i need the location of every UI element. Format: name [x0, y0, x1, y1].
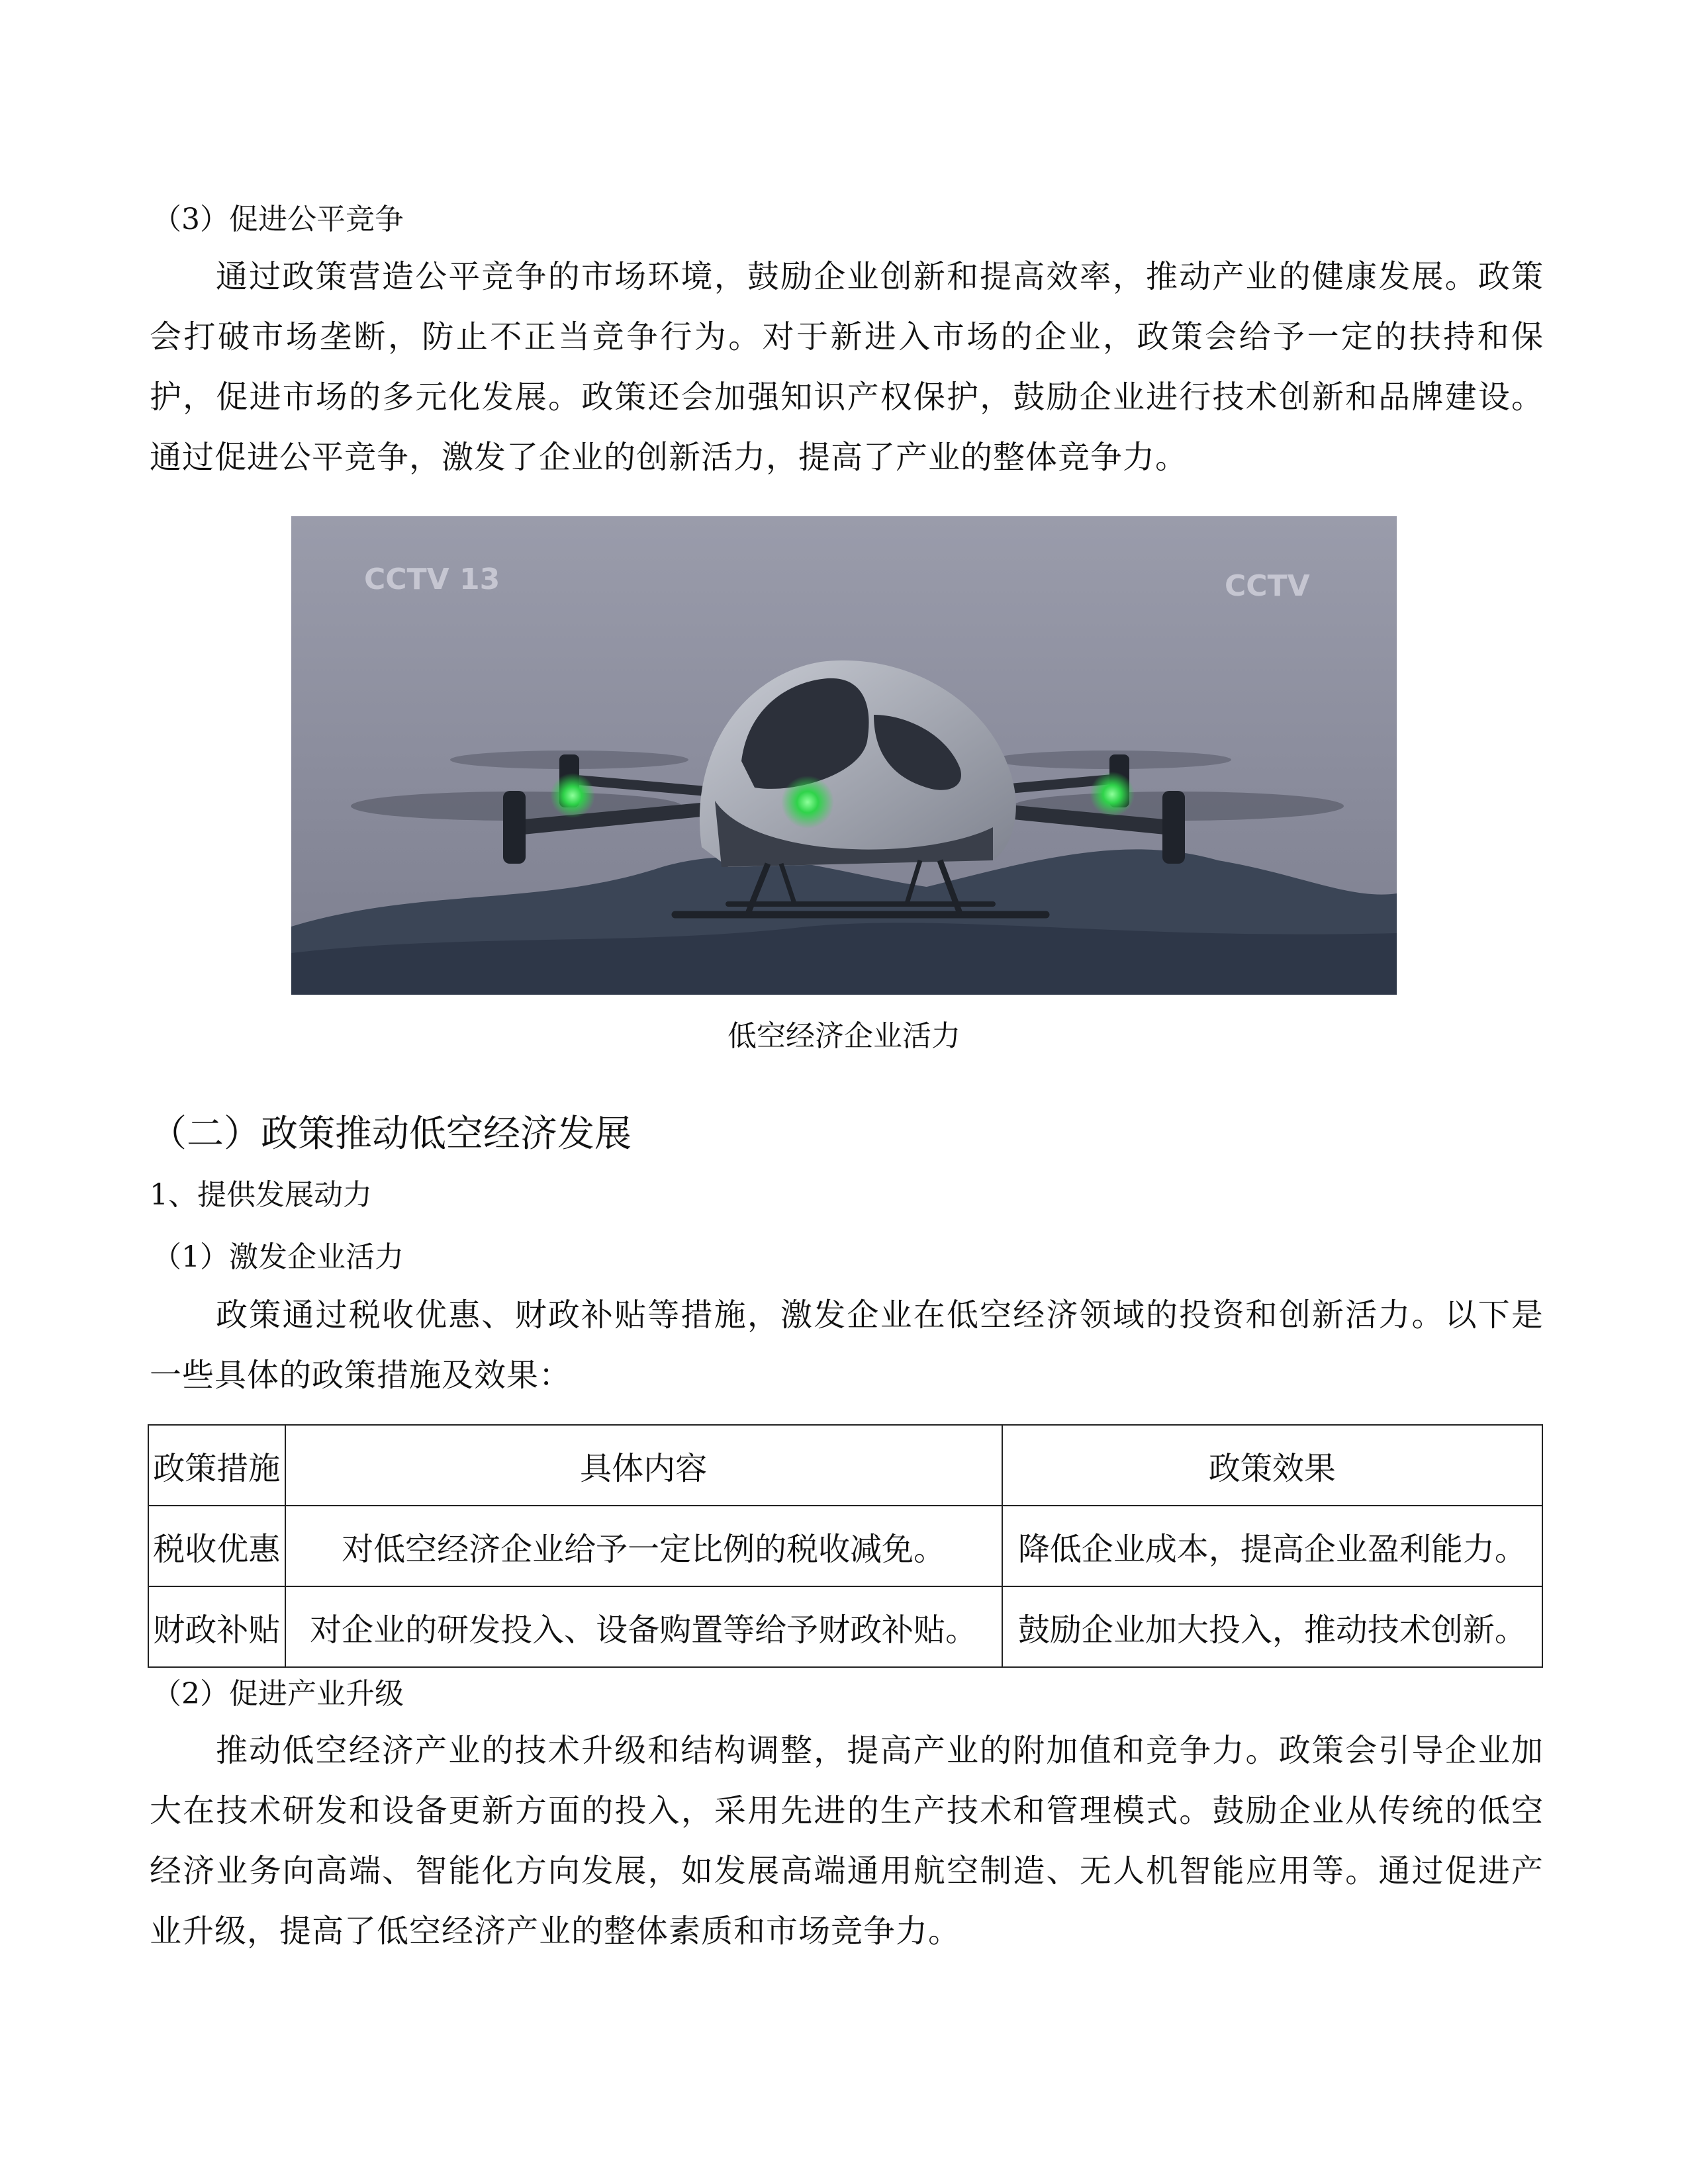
table-header-cell: 具体内容: [285, 1425, 1002, 1506]
drone-photo: [291, 516, 1397, 995]
table-row: [148, 1586, 1542, 1667]
table-header-cell: 政策效果: [1002, 1425, 1542, 1506]
figure-caption: 低空经济企业活力: [727, 1019, 961, 1053]
table-cell: 降低企业成本，提高企业盈利能力。: [1002, 1506, 1542, 1586]
table-cell: 对企业的研发投入、设备购置等给予财政补贴。: [285, 1586, 1002, 1667]
section-heading-fair-competition: （3）促进公平竞争: [152, 203, 404, 236]
table-cell: 税收优惠: [148, 1506, 285, 1586]
item-heading-enterprise-vitality: （1）激发企业活力: [152, 1240, 404, 1274]
table-cell: 对低空经济企业给予一定比例的税收减免。: [285, 1506, 1002, 1586]
subsection-title: 1、提供发展动力: [150, 1178, 372, 1212]
paragraph-fair-competition: 通过政策营造公平竞争的市场环境，鼓励企业创新和提高效率，推动产业的健康发展。政策会打破市场垄断，防止不正当竞争行为。对于新进入市场的企业，政策会给予一定的扶持和保护，促进市场的多元化发展。政策还会加强知识产权保护，鼓励企业进行技术创新和品牌建设。通过促进公平竞争，激发了企业的创新活力，提高了产业的整体竞争力。: [150, 258, 1544, 476]
section-title: （二）政策推动低空经济发展: [150, 1113, 632, 1156]
tv-logo-left: [364, 563, 500, 596]
table-header-cell: 政策措施: [148, 1425, 285, 1506]
table-row: [148, 1506, 1542, 1586]
table-header-row: [148, 1425, 1542, 1506]
logo-left-text: CCTV 13: [364, 563, 500, 596]
paragraph-industry-upgrade: 推动低空经济产业的技术升级和结构调整，提高产业的附加值和竞争力。政策会引导企业加大在技术研发和设备更新方面的投入，采用先进的生产技术和管理模式。鼓励企业从传统的低空经济业务向高端、智能化方向发展，如发展高端通用航空制造、无人机智能应用等。通过促进产业升级，提高了低空经济产业的整体素质和市场竞争力。: [150, 1732, 1544, 1950]
policy-table: [148, 1424, 1543, 1668]
paragraph-enterprise-vitality: 政策通过税收优惠、财政补贴等措施，激发企业在低空经济领域的投资和创新活力。以下是一些具体的政策措施及效果：: [150, 1297, 1544, 1394]
logo-right-text: CCTV: [1225, 569, 1310, 603]
table-cell: 财政补贴: [148, 1586, 285, 1667]
item-heading-industry-upgrade: （2）促进产业升级: [152, 1677, 404, 1711]
tv-logo-right: [1225, 569, 1310, 603]
table-cell: 鼓励企业加大投入，推动技术创新。: [1002, 1586, 1542, 1667]
